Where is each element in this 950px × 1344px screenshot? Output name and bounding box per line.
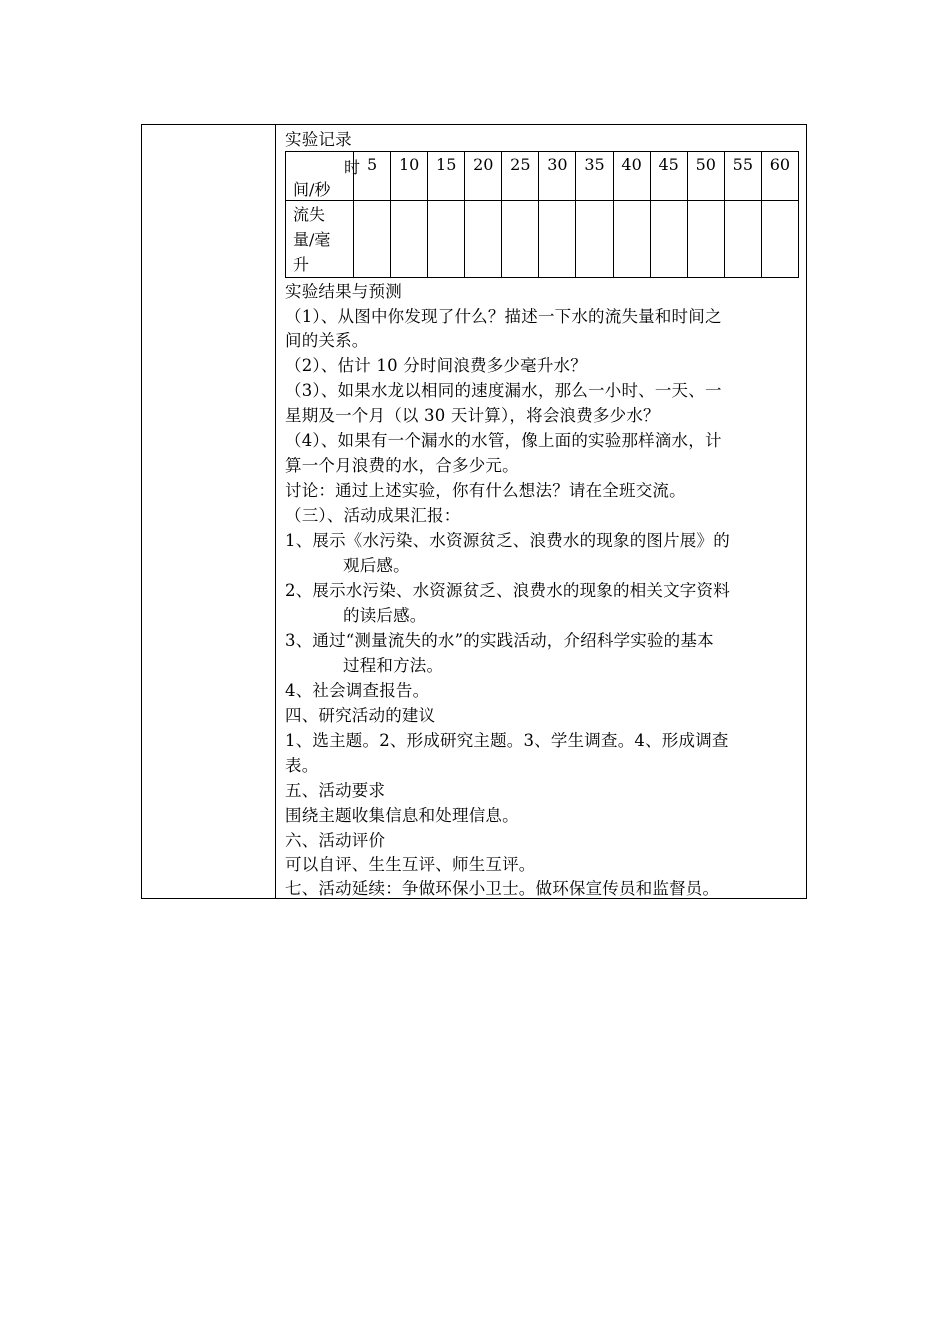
text-line: 间的关系。 [285, 331, 369, 350]
time-cell: 30 [539, 152, 576, 201]
experiment-record-table [285, 151, 799, 278]
time-row [286, 152, 799, 201]
loss-row [286, 201, 799, 278]
text-line: 4、社会调查报告。 [285, 681, 430, 700]
loss-label-line: 流失 [293, 205, 326, 224]
document-table [141, 124, 807, 899]
text-line: （三）、活动成果汇报： [285, 506, 461, 525]
time-cell: 20 [465, 152, 502, 201]
empty-cell [428, 201, 465, 278]
loss-label-line: 升 [293, 255, 310, 274]
loss-label-line: 量/毫 [293, 230, 331, 249]
text-line: （2）、估计 10 分时间浪费多少毫升水？ [285, 356, 587, 375]
text-line: 3、通过“测量流失的水”的实践活动，介绍科学实验的基本 [285, 631, 714, 650]
time-cell: 35 [576, 152, 613, 201]
time-header-part2: 间/秒 [293, 180, 331, 199]
text-line: （3）、如果水龙以相同的速度漏水，那么一小时、一天、一 [285, 381, 722, 400]
time-cell: 15 [428, 152, 465, 201]
time-header-cell [286, 152, 361, 201]
text-line: 六、活动评价 [285, 831, 386, 850]
empty-cell [724, 201, 761, 278]
text-line: 的读后感。 [343, 606, 427, 625]
time-header-part1: 时 [344, 158, 361, 177]
text-line: 星期及一个月（以 30 天计算），将会浪费多少水？ [285, 406, 660, 425]
text-line: 2、展示水污染、水资源贫乏、浪费水的现象的相关文字资料 [285, 581, 730, 600]
empty-cell [576, 201, 613, 278]
empty-cell [354, 201, 391, 278]
time-cell: 5 [354, 152, 391, 201]
text-line: （4）、如果有一个漏水的水管，像上面的实验那样滴水，计 [285, 431, 722, 450]
text-line: 七、活动延续：争做环保小卫士。做环保宣传员和监督员。 [285, 879, 720, 898]
empty-cell [539, 201, 576, 278]
text-line: 算一个月浪费的水，合多少元。 [285, 456, 519, 475]
left-empty-cell [142, 125, 276, 898]
empty-cell [613, 201, 650, 278]
time-cell: 10 [391, 152, 428, 201]
time-cell: 45 [650, 152, 687, 201]
empty-cell [687, 201, 724, 278]
text-line: 四、研究活动的建议 [285, 706, 436, 725]
record-title: 实验记录 [285, 130, 352, 149]
text-line: 表。 [285, 756, 319, 775]
empty-cell [465, 201, 502, 278]
text-line: 五、活动要求 [285, 781, 386, 800]
time-cell: 55 [724, 152, 761, 201]
empty-cell [502, 201, 539, 278]
empty-cell [650, 201, 687, 278]
text-line: 过程和方法。 [343, 656, 444, 675]
time-cell: 40 [613, 152, 650, 201]
empty-cell [391, 201, 428, 278]
time-cell: 25 [502, 152, 539, 201]
text-line: （1）、从图中你发现了什么？描述一下水的流失量和时间之 [285, 307, 722, 326]
text-line: 讨论：通过上述实验，你有什么想法？请在全班交流。 [285, 481, 686, 500]
time-cell: 60 [761, 152, 798, 201]
loss-label-cell [286, 201, 354, 278]
text-line: 可以自评、生生互评、师生互评。 [285, 855, 536, 874]
text-line: 围绕主题收集信息和处理信息。 [285, 806, 519, 825]
empty-cell [761, 201, 798, 278]
content-cell [276, 125, 806, 898]
text-line: 观后感。 [343, 556, 410, 575]
text-line: 1、展示《水污染、水资源贫乏、浪费水的现象的图片展》的 [285, 531, 730, 550]
text-line: 1、选主题。2、形成研究主题。3、学生调查。4、形成调查 [285, 731, 729, 750]
text-line: 实验结果与预测 [285, 282, 402, 301]
time-cell: 50 [687, 152, 724, 201]
